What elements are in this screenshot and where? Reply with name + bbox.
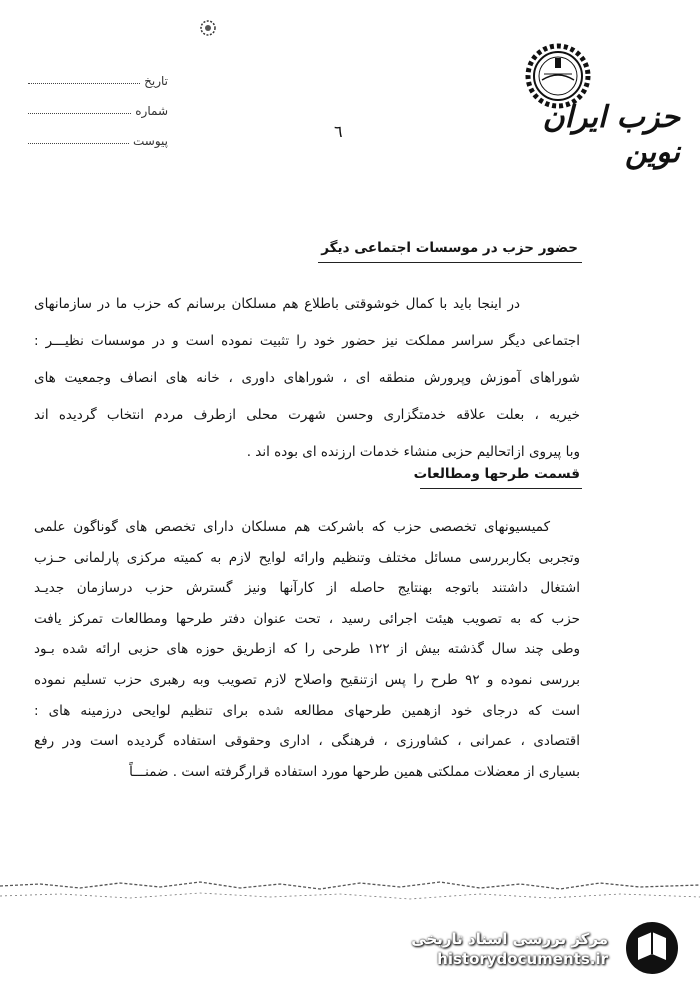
- watermark-url: historydocuments.ir: [437, 950, 608, 968]
- watermark: [402, 918, 682, 974]
- heading-underline: [420, 488, 582, 489]
- meta-attachment-line: [28, 142, 129, 144]
- document-meta: [28, 58, 168, 148]
- section-heading-plans: قسمت طرحها ومطالعات: [413, 466, 580, 482]
- archive-logo-icon: [622, 918, 682, 978]
- text-line: وطی چند سال گذشته بیش از ۱۲۲ طرحی را که ازطریق حوزه های حزبی ارائه شده بـود: [34, 641, 580, 658]
- meta-attachment-label: پیوست: [133, 134, 168, 148]
- text-line: وتجربی بکاربررسی مسائل مختلف وتنظیم وارائه لوایح لازم به کمیته مرکزی پارلمانی حـزب: [34, 549, 580, 566]
- text-line: خیریه ، بعلت علاقه خدمتگزاری وحسن شهرت محلی ازطرف مردم انتخاب گردیده اند: [34, 407, 580, 423]
- paragraph-social-presence: [34, 286, 580, 471]
- meta-date-row: [28, 58, 168, 88]
- torn-edge: [0, 870, 700, 910]
- text-line: وبا پیروی ازاتحالیم حزبی منشاء خدمات ارزنده ای بوده اند .: [246, 444, 580, 460]
- text-line: است که درجای خود ازهمین طرحهای مطالعه شده برای تنظیم لوایحی درزمینه های :: [34, 702, 580, 719]
- meta-number-label: شماره: [135, 104, 168, 118]
- paragraph-plans-studies: [34, 512, 580, 787]
- page-number: ٦: [334, 122, 343, 141]
- text-line: بررسی نموده و ۹۲ طرح را پس ازتنقیح واصلاح لازم تصویب وبه رهبری حزب تسلیم نموده: [34, 671, 580, 688]
- heading-underline: [318, 262, 582, 263]
- meta-date-label: تاریخ: [144, 74, 168, 88]
- text-line: در اینجا باید با کمال خوشوقتی باطلاع هم مسلکان برسانم که حزب ما در سازمانهای: [34, 296, 520, 312]
- section-heading-social: حضور حزب در موسسات اجتماعی دیگر: [321, 240, 578, 256]
- meta-number-line: [28, 112, 131, 114]
- meta-number-row: [28, 88, 168, 118]
- meta-attachment-row: [28, 118, 168, 148]
- meta-date-line: [28, 82, 140, 84]
- text-line: بسیاری از معضلات مملکتی همین طرحها مورد استفاده قرارگرفته است . ضمنـــاً: [129, 763, 580, 780]
- watermark-title: مرکز بررسی اسناد تاریخی: [411, 930, 608, 948]
- text-line: کمیسیونهای تخصصی حزب که باشرکت هم مسلکان دارای تخصص های گوناگون علمی: [34, 519, 550, 535]
- text-line: شوراهای آموزش وپرورش منطقه ای ، شوراهای داوری ، خانه های انصاف وجمعیت های: [34, 370, 580, 386]
- text-line: اشتغال داشتند باتوجه بهنتایج حاصله از کارآنها ونیز گسترش حزب درسازمان جدیـد: [34, 580, 580, 597]
- emblem-icon: [198, 18, 218, 38]
- text-line: اقتصادی ، عمرانی ، کشاورزی ، فرهنگی ، اداری وحقوقی استفاده گردیده است ودر رفع: [34, 733, 580, 750]
- text-line: حزب که به تصویب هیئت اجرائی رسید ، تحت عنوان دفتر طرحها ومطالعات تمرکز یافت: [34, 610, 580, 627]
- text-line: اجتماعی دیگر سراسر مملکت نیز حضور خود را تثبیت نموده است و در موسسات نظیـــر :: [34, 333, 580, 349]
- party-name: حزب ایران نوین: [542, 100, 680, 170]
